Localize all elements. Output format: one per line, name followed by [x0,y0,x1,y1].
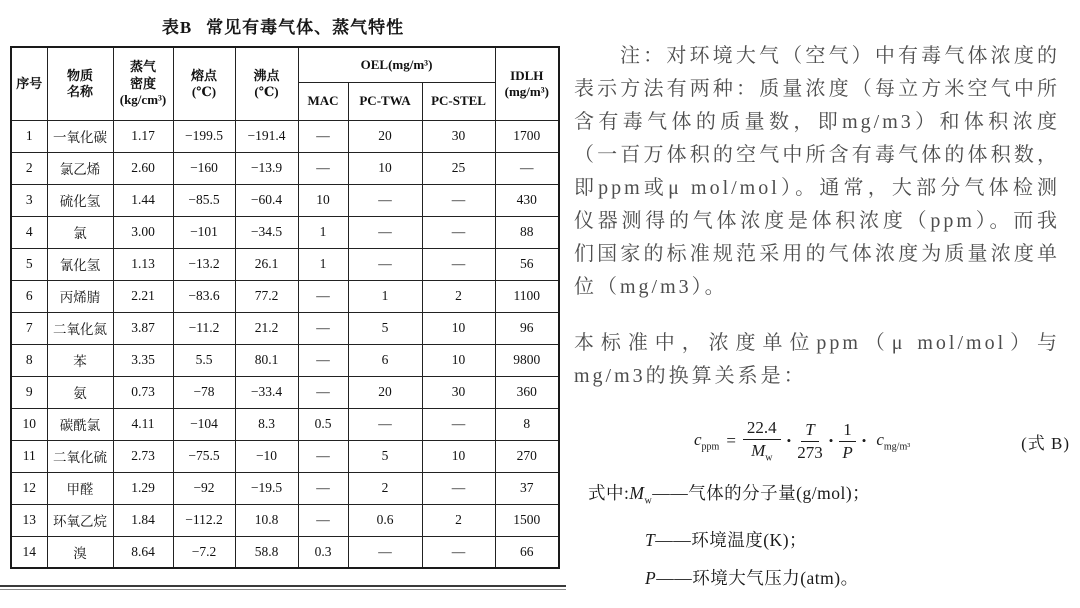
table-cell: −19.5 [235,472,298,504]
table-cell: 7 [11,312,47,344]
table-cell: 77.2 [235,280,298,312]
table-cell: −199.5 [173,120,235,152]
table-cell: 氯 [47,216,113,248]
table-cell: 10 [348,152,422,184]
col-header-mac: MAC [298,82,348,120]
table-cell: 3.00 [113,216,173,248]
table-cell: 1100 [495,280,559,312]
col-header-boiling: 沸点 (℃) [235,47,298,120]
table-cell: −13.9 [235,152,298,184]
equals-sign: = [726,431,736,450]
table-cell: 1500 [495,504,559,536]
table-cell: 6 [348,344,422,376]
table-cell: 10.8 [235,504,298,536]
multiply-dot: • [786,433,792,448]
table-cell: 1.84 [113,504,173,536]
table-cell: −7.2 [173,536,235,568]
toxic-gas-table [10,46,560,569]
table-cell: 2 [422,280,495,312]
table-cell: 66 [495,536,559,568]
table-row [11,536,559,568]
table-cell: −75.5 [173,440,235,472]
table-cell: — [422,216,495,248]
table-cell: 37 [495,472,559,504]
fraction-3: $\frac{1}{P}$ [839,420,856,462]
table-row [11,280,559,312]
table-cell: 0.5 [298,408,348,440]
table-cell: — [422,472,495,504]
table-cell: — [422,536,495,568]
table-cell: 溴 [47,536,113,568]
table-row [11,408,559,440]
formula-rhs: $c_{mg/m^3}$ [876,429,911,453]
table-title [10,13,556,38]
table-cell: — [298,312,348,344]
table-cell: — [348,408,422,440]
table-cell: 6 [11,280,47,312]
table-cell: 58.8 [235,536,298,568]
table-row [11,472,559,504]
table-row [11,248,559,280]
table-cell: — [298,120,348,152]
table-cell: 2 [348,472,422,504]
table-cell: 2.21 [113,280,173,312]
table-cell: 0.73 [113,376,173,408]
fraction-1: $\frac{22.4}{M_w}$ [743,418,781,463]
table-row [11,440,559,472]
table-cell: 硫化氢 [47,184,113,216]
table-cell: 14 [11,536,47,568]
table-cell: 1700 [495,120,559,152]
table-cell: 13 [11,504,47,536]
table-cell: 氨 [47,376,113,408]
table-cell: — [422,248,495,280]
table-cell: 30 [422,376,495,408]
table-cell: −83.6 [173,280,235,312]
table-cell: 二氧化硫 [47,440,113,472]
table-cell: — [348,184,422,216]
table-cell: — [422,184,495,216]
table-cell: 21.2 [235,312,298,344]
legend-item-t: T——环境温度(K)； [645,529,808,550]
table-cell: −60.4 [235,184,298,216]
formula-legend [588,474,870,597]
col-header-density: 蒸气 密度 (kg/cm³) [113,47,173,120]
table-row [11,312,559,344]
table-cell: 8.64 [113,536,173,568]
table-cell: 12 [11,472,47,504]
table-cell: — [298,344,348,376]
table-cell: 氰化氢 [47,248,113,280]
formula-tag: (式 B) [1021,434,1070,453]
table-row [11,120,559,152]
table-cell: 氯乙烯 [47,152,113,184]
col-header-no: 序号 [11,47,47,120]
table-cell: 丙烯腈 [47,280,113,312]
table-cell: — [348,248,422,280]
fraction-2: $\frac{T}{273}$ [797,419,823,462]
table-cell: 一氧化碳 [47,120,113,152]
table-cell: 10 [11,408,47,440]
col-header-name: 物质 名称 [47,47,113,120]
table-cell: −13.2 [173,248,235,280]
table-cell: 9800 [495,344,559,376]
multiply-dot: • [861,433,867,448]
table-cell: 80.1 [235,344,298,376]
table-cell: 8.3 [235,408,298,440]
page-divider [0,585,566,590]
table-cell: −112.2 [173,504,235,536]
table-cell: 10 [422,344,495,376]
table-cell: 1.17 [113,120,173,152]
table-cell: −85.5 [173,184,235,216]
col-header-pc-twa: PC-TWA [348,82,422,120]
table-row [11,184,559,216]
col-header-pc-stel: PC-STEL [422,82,495,120]
table-cell: 碳酰氯 [47,408,113,440]
table-cell: −10 [235,440,298,472]
conversion-formula-row [574,412,1074,470]
formula-lhs: $c_{ppm}$ [694,429,720,453]
table-cell: 4.11 [113,408,173,440]
table-cell: 0.3 [298,536,348,568]
table-row [11,216,559,248]
annotation-paragraph-2: 本标准中，浓度单位ppm（μ mol/mol）与mg/m3的换算关系是： [574,332,1060,387]
table-row [11,152,559,184]
table-cell: 3 [11,184,47,216]
table-cell: 11 [11,440,47,472]
table-cell: 4 [11,216,47,248]
table-cell: 5.5 [173,344,235,376]
table-cell: 10 [298,184,348,216]
table-cell: 1.29 [113,472,173,504]
table-cell: 2 [11,152,47,184]
table-cell: 1.13 [113,248,173,280]
table-cell: −104 [173,408,235,440]
table-cell: 1 [348,280,422,312]
table-cell: — [422,408,495,440]
table-cell: 1 [11,120,47,152]
table-cell: 8 [11,344,47,376]
table-cell: 20 [348,376,422,408]
table-cell: −78 [173,376,235,408]
table-cell: 430 [495,184,559,216]
legend-item-p: P——环境大气压力(atm)。 [645,567,859,588]
table-cell: 26.1 [235,248,298,280]
header-row-top [11,47,559,82]
table-cell: 20 [348,120,422,152]
table-cell: — [298,280,348,312]
col-header-melting: 熔点 (℃) [173,47,235,120]
col-header-idlh: IDLH (mg/m³) [495,47,559,120]
table-cell: 0.6 [348,504,422,536]
col-header-oel-group: OEL(mg/m³) [298,47,495,82]
multiply-dot: • [828,433,834,448]
table-cell: −160 [173,152,235,184]
table-cell: −33.4 [235,376,298,408]
table-cell: 苯 [47,344,113,376]
table-cell: 2.60 [113,152,173,184]
table-cell: 25 [422,152,495,184]
table-cell: — [298,376,348,408]
table-cell: −11.2 [173,312,235,344]
table-cell: −191.4 [235,120,298,152]
table-cell: 30 [422,120,495,152]
table-row [11,504,559,536]
table-cell: 5 [348,440,422,472]
table-cell: −34.5 [235,216,298,248]
table-cell: 360 [495,376,559,408]
table-cell: 5 [11,248,47,280]
conversion-formula [694,412,910,470]
table-cell: 9 [11,376,47,408]
table-cell: 8 [495,408,559,440]
table-title-label: 表B [161,18,193,37]
table-title-text: 常见有毒气体、蒸气特性 [206,18,405,37]
table-cell: 3.87 [113,312,173,344]
table-cell: −101 [173,216,235,248]
table-cell: 88 [495,216,559,248]
table-cell: 96 [495,312,559,344]
legend-item-mw: 式中$:M_w——$气体的分子量(g/mol)； [588,483,871,507]
table-row [11,376,559,408]
table-body [11,120,559,568]
table-cell: 10 [422,440,495,472]
table-row [11,344,559,376]
table-cell: 2.73 [113,440,173,472]
table-cell: — [298,152,348,184]
table-cell: — [348,536,422,568]
table-cell: 56 [495,248,559,280]
table-cell: −92 [173,472,235,504]
table-cell: 1.44 [113,184,173,216]
table-cell: 环氧乙烷 [47,504,113,536]
table-cell: 3.35 [113,344,173,376]
table-cell: 270 [495,440,559,472]
table-cell: — [298,504,348,536]
table-cell: 2 [422,504,495,536]
table-cell: 5 [348,312,422,344]
table-cell: — [348,216,422,248]
table-cell: — [495,152,559,184]
table-cell: 二氧化氮 [47,312,113,344]
table-cell: 1 [298,248,348,280]
table-cell: 甲醛 [47,472,113,504]
table-cell: — [298,440,348,472]
annotation-block [574,40,1060,393]
table-cell: — [298,472,348,504]
annotation-paragraph-1: 注：对环境大气（空气）中有毒气体浓度的表示方法有两种：质量浓度（每立方米空气中所含有毒气体的质量数，即mg/m3）和体积浓度（一百万体积的空气中所含有毒气体的体积数，即ppm或μ mol/mol）。通常，大部分气体检测仪器测得的气体浓度是体积浓度（ppm）。而我们国家的标准规范采用的气体浓度为质量浓度单位（mg/m3）。 [574,45,1060,298]
table-cell: 1 [298,216,348,248]
table-cell: 10 [422,312,495,344]
legend-prefix: 式中: [588,483,630,503]
